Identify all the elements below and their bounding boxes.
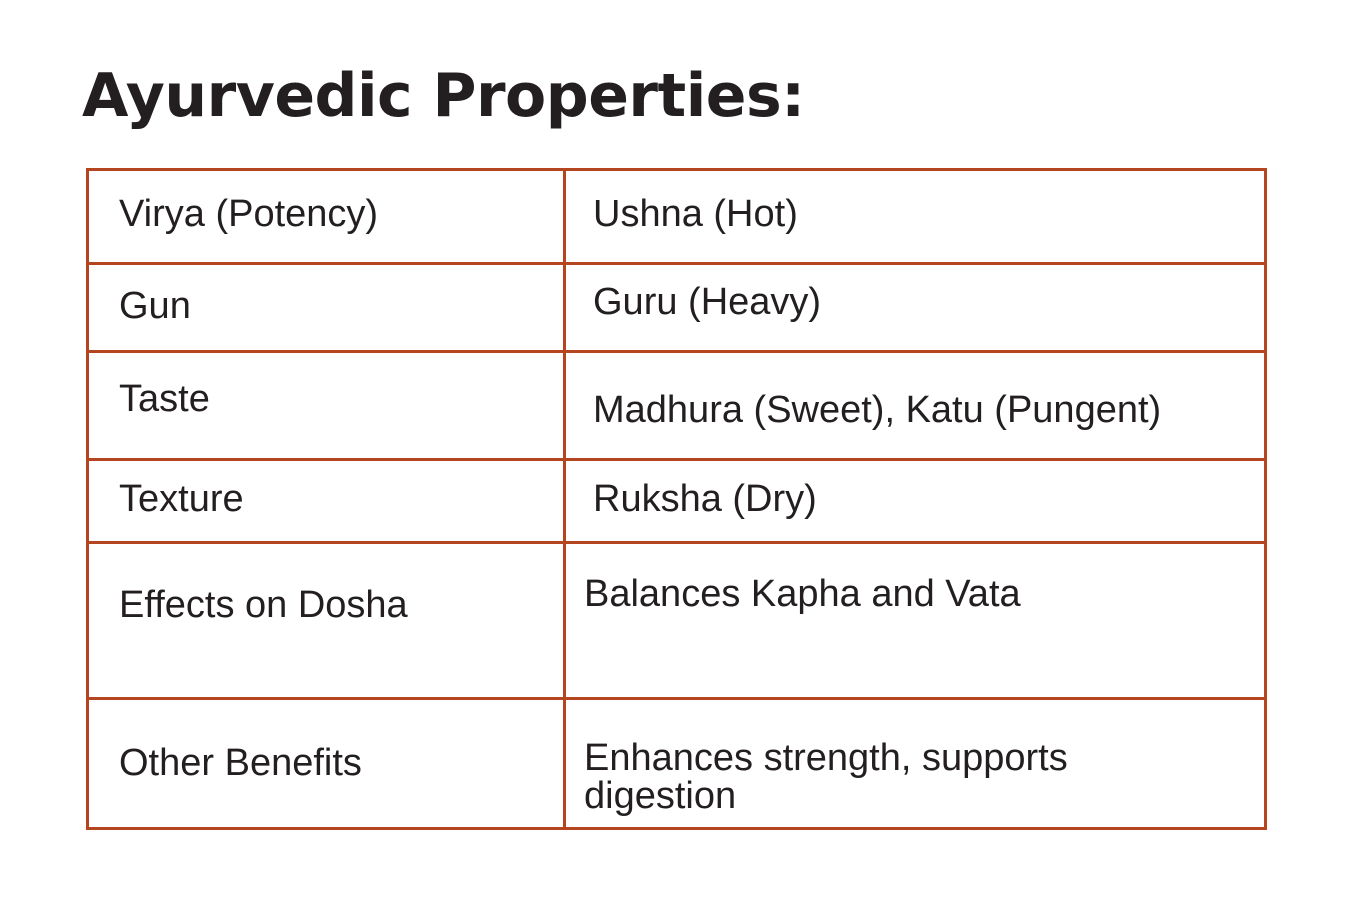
row-divider <box>89 350 1264 353</box>
property-value: Madhura (Sweet), Katu (Pungent) <box>593 389 1162 431</box>
property-value: Balances Kapha and Vata <box>584 573 1021 615</box>
property-value: Ruksha (Dry) <box>593 478 817 520</box>
property-label: Other Benefits <box>119 742 362 784</box>
row-divider <box>89 697 1264 700</box>
column-divider <box>563 171 566 827</box>
row-divider <box>89 541 1264 544</box>
page-title: Ayurvedic Properties: <box>82 61 805 131</box>
property-value: Enhances strength, supports digestion <box>584 737 1068 817</box>
row-divider <box>89 262 1264 265</box>
property-label: Virya (Potency) <box>119 193 379 235</box>
property-label: Taste <box>119 378 210 420</box>
property-value: Guru (Heavy) <box>593 281 822 323</box>
row-divider <box>89 458 1264 461</box>
property-value: Ushna (Hot) <box>593 193 798 235</box>
property-label: Texture <box>119 478 244 520</box>
property-label: Gun <box>119 285 191 327</box>
properties-table <box>86 168 1267 830</box>
property-label: Effects on Dosha <box>119 584 408 626</box>
